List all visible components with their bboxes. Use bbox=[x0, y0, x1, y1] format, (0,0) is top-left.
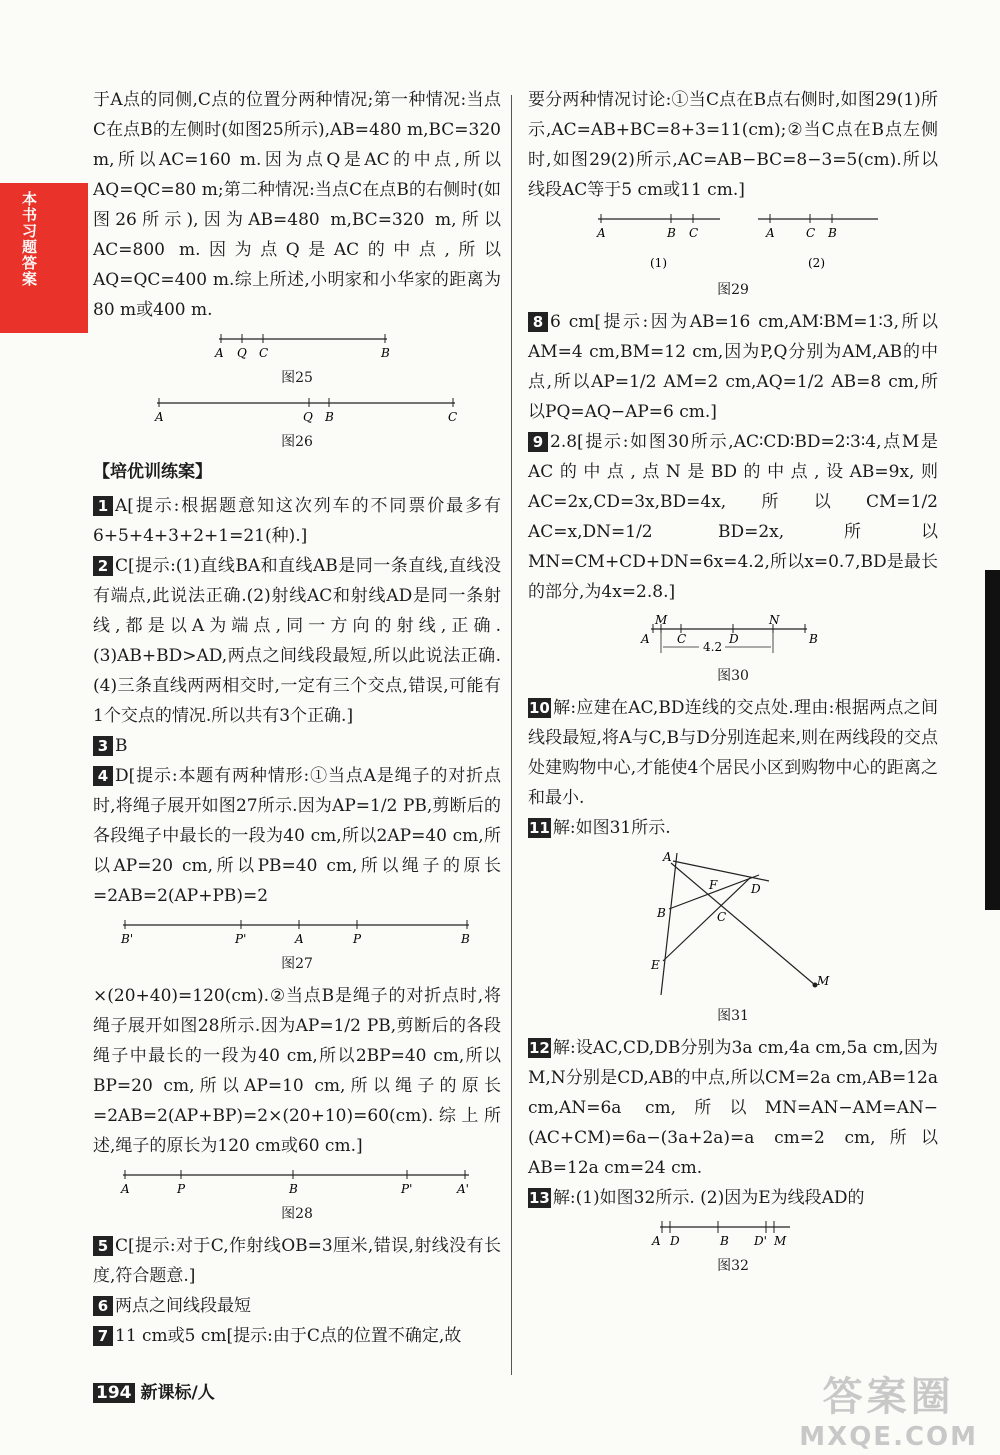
answer-item-3 bbox=[93, 731, 501, 761]
answer-item-8 bbox=[528, 307, 938, 427]
fig31-label: M bbox=[817, 974, 830, 988]
fig29-label: A bbox=[766, 226, 775, 240]
fig26-label: B bbox=[325, 410, 334, 424]
fig30-label: C bbox=[677, 632, 687, 646]
fig32-label: B bbox=[720, 1234, 729, 1248]
fig31-label: C bbox=[717, 910, 727, 924]
item-number: 13 bbox=[529, 1189, 550, 1207]
figure-26 bbox=[93, 395, 501, 425]
fig30-label: N bbox=[769, 613, 780, 627]
item-number: 12 bbox=[529, 1039, 550, 1057]
right-intro: 要分两种情况讨论:①当C点在B点右侧时,如图29(1)所示,AC=AB+BC=8+3=11(cm);②当C点在B点左侧时,如图29(2)所示,AC=AB−BC=8−3=5(cm).所以线段AC等于5 cm或11 cm.] bbox=[528, 90, 938, 200]
page-number: 194 bbox=[93, 1383, 135, 1403]
fig27-label: P' bbox=[235, 932, 247, 946]
item-number: 2 bbox=[93, 556, 113, 576]
item-number: 3 bbox=[93, 736, 113, 756]
item-text: 两点之间线段最短 bbox=[115, 1296, 251, 1316]
item-text: 2.8[提示:如图30所示,AC∶CD∶BD=2∶3∶4,点M是AC的中点,点N是BD的中点,设AB=9x,则AC=2x,CD=3x,BD=4x,所以CM=1/2 AC=x,DN=1/2 BD=2x,所以MN=CM+CD+DN=6x=4.2,所以x=0.7,BD是最长的部分,为4x=2.8.] bbox=[528, 432, 938, 602]
fig30-caption: 图30 bbox=[717, 668, 749, 684]
fig26-label: Q bbox=[303, 410, 313, 424]
fig28-label: P' bbox=[401, 1182, 413, 1196]
fig27-caption: 图27 bbox=[281, 956, 313, 972]
fig25-label: A bbox=[215, 346, 224, 360]
fig31-label: F bbox=[709, 878, 718, 892]
fig28-caption: 图28 bbox=[281, 1206, 313, 1222]
column-divider bbox=[511, 95, 512, 1375]
item-text: 6 cm[提示:因为AB=16 cm,AM∶BM=1∶3,所以AM=4 cm,BM=12 cm,因为P,Q分别为AM,AB的中点,所以AP=1/2 AM=2 cm,AQ=1/2 AB=8 cm,所以PQ=AQ−AP=6 cm.] bbox=[528, 312, 938, 422]
fig28-label: A bbox=[121, 1182, 130, 1196]
fig31-label: A bbox=[663, 850, 672, 864]
answer-item-1 bbox=[93, 491, 501, 551]
figure-28 bbox=[93, 1167, 501, 1197]
left-intro: 于A点的同侧,C点的位置分两种情况;第一种情况:当点C在点B的左侧时(如图25所示),AB=480 m,BC=320 m,所以AC=160 m.因为点Q是AC的中点,所以AQ=QC=80 m;第二种情况:当点C在点B的右侧时(如图26所示),因为AB=480 m,BC=320 m,所以AC=800 m.因为点Q是AC的中点,所以AQ=QC=400 m.综上所述,小明家和小华家的距离为80 m或400 m. bbox=[93, 90, 501, 320]
figure-29 bbox=[528, 211, 938, 273]
item-number: 9 bbox=[528, 432, 548, 452]
item-number: 7 bbox=[93, 1326, 113, 1346]
item-text: A[提示:根据题意知这次列车的不同票价最多有6+5+4+3+2+1=21(种).] bbox=[93, 496, 501, 546]
fig25-label: Q bbox=[237, 346, 247, 360]
item-text: 解:如图31所示. bbox=[552, 818, 671, 838]
item-number: 8 bbox=[528, 312, 548, 332]
section-title: 【培优训练案】 bbox=[93, 462, 212, 482]
fig32-label: D bbox=[670, 1234, 680, 1248]
watermark bbox=[799, 1365, 978, 1452]
left-column bbox=[93, 85, 501, 1351]
fig27-label: B bbox=[461, 932, 470, 946]
side-tab bbox=[0, 183, 88, 333]
figure-25 bbox=[93, 331, 501, 361]
answer-item-11 bbox=[528, 813, 938, 843]
fig31-label: E bbox=[651, 958, 660, 972]
answer-item-13 bbox=[528, 1183, 938, 1213]
fig29-sub2: (2) bbox=[808, 256, 825, 270]
fig25-label: B bbox=[381, 346, 390, 360]
item-number: 6 bbox=[93, 1296, 113, 1316]
page-footer bbox=[93, 1378, 215, 1403]
fig30-label: B bbox=[809, 632, 818, 646]
item-text: 解:应建在AC,BD连线的交点处.理由:根据两点之间线段最短,将A与C,B与D分别连起来,则在两线段的交点处建购物中心,才能使4个居民小区到购物中心的距离之和最小. bbox=[528, 698, 938, 808]
fig26-caption: 图26 bbox=[281, 434, 313, 450]
item-text: B bbox=[115, 736, 128, 756]
item-text: D[提示:本题有两种情形:①当点A是绳子的对折点时,将绳子展开如图27所示.因为AP=1/2 PB,剪断后的各段绳子中最长的一段为40 cm,所以2AP=40 cm,所以AP=20 cm,所以PB=40 cm,所以绳子的原长=2AB=2(AP+PB)=2 bbox=[93, 766, 501, 906]
fig25-caption: 图25 bbox=[281, 370, 313, 386]
fig31-label: D bbox=[751, 882, 761, 896]
side-tab-label: 本书习题答案 bbox=[20, 191, 38, 287]
fig25-label: C bbox=[259, 346, 269, 360]
fig26-label: A bbox=[155, 410, 164, 424]
item-number: 11 bbox=[529, 819, 550, 837]
item-number: 1 bbox=[93, 496, 113, 516]
answer-item-6 bbox=[93, 1291, 501, 1321]
fig26-label: C bbox=[448, 410, 457, 424]
answer-item-5 bbox=[93, 1231, 501, 1291]
fig30-label: D bbox=[729, 632, 739, 646]
fig27-label: B' bbox=[121, 932, 134, 946]
item-text: C[提示:对于C,作射线OB=3厘米,错误,射线没有长度,符合题意.] bbox=[93, 1236, 501, 1286]
fig28-label: A' bbox=[457, 1182, 469, 1196]
figure-32 bbox=[528, 1219, 938, 1249]
fig29-sub1: (1) bbox=[650, 256, 667, 270]
figure-30 bbox=[528, 613, 938, 659]
item-number: 10 bbox=[529, 699, 550, 717]
item-text: 解:(1)如图32所示. (2)因为E为线段AD的 bbox=[552, 1188, 865, 1208]
fig28-label: P bbox=[177, 1182, 186, 1196]
fig29-caption: 图29 bbox=[717, 282, 749, 298]
item-text: 11 cm或5 cm[提示:由于C点的位置不确定,故 bbox=[115, 1326, 462, 1346]
fig31-caption: 图31 bbox=[717, 1008, 749, 1024]
item-number: 5 bbox=[93, 1236, 113, 1256]
item-text: 解:设AC,CD,DB分别为3a cm,4a cm,5a cm,因为M,N分别是CD,AB的中点,所以CM=2a cm,AB=12a cm,AN=6a cm,所以MN=AN−AM=AN−(AC+CM)=6a−(3a+2a)=a cm=2 cm,所以AB=12a cm=24 cm. bbox=[528, 1038, 938, 1178]
fig28-label: B bbox=[289, 1182, 298, 1196]
answer-item-4 bbox=[93, 761, 501, 911]
watermark-line2: MXQE.COM bbox=[799, 1422, 978, 1452]
fig27-label: A bbox=[295, 932, 304, 946]
fig32-caption: 图32 bbox=[717, 1258, 749, 1274]
fig29-label: C bbox=[806, 226, 816, 240]
fig31-label: B bbox=[657, 906, 666, 920]
item4-continued: ×(20+40)=120(cm).②当点B是绳子的对折点时,将绳子展开如图28所示.因为AP=1/2 PB,剪断后的各段绳子中最长的一段为40 cm,所以2BP=40 cm,所以BP=20 cm,所以AP=10 cm,所以绳子的原长=2AB=2(AP+BP)=2×(20+10)=60(cm).综上所述,绳子的原长为120 cm或60 cm.] bbox=[93, 986, 501, 1156]
page-edge-bar bbox=[985, 570, 1000, 910]
fig32-label: A bbox=[652, 1234, 661, 1248]
fig29-label: A bbox=[597, 226, 606, 240]
figure-27 bbox=[93, 917, 501, 947]
item-number: 4 bbox=[93, 766, 113, 786]
fig29-label: B bbox=[828, 226, 837, 240]
answer-item-10 bbox=[528, 693, 938, 813]
figure-31 bbox=[528, 849, 938, 999]
fig32-label: D' bbox=[754, 1234, 767, 1248]
answer-item-7 bbox=[93, 1321, 501, 1351]
answer-item-12 bbox=[528, 1033, 938, 1183]
item-text: C[提示:(1)直线BA和直线AB是同一条直线,直线没有端点,此说法正确.(2)射线AC和射线AD是同一条射线,都是以A为端点,同一方向的射线,正确.(3)AB+BD>AD,两点之间线段最短,所以此说法正确.(4)三条直线两两相交时,一定有三个交点,错误,可能有1个交点的情况.所以共有3个正确.] bbox=[93, 556, 501, 726]
series-label: 新课标/人 bbox=[140, 1383, 215, 1403]
fig32-label: M bbox=[774, 1234, 787, 1248]
answer-item-2 bbox=[93, 551, 501, 731]
fig30-label: M bbox=[655, 613, 668, 627]
answer-item-9 bbox=[528, 427, 938, 607]
fig30-measure: 4.2 bbox=[703, 640, 723, 654]
fig29-label: C bbox=[689, 226, 699, 240]
fig27-label: P bbox=[353, 932, 362, 946]
right-column bbox=[528, 85, 938, 1283]
fig29-label: B bbox=[667, 226, 676, 240]
watermark-line1: 答案圈 bbox=[822, 1374, 955, 1420]
fig30-label: A bbox=[641, 632, 650, 646]
